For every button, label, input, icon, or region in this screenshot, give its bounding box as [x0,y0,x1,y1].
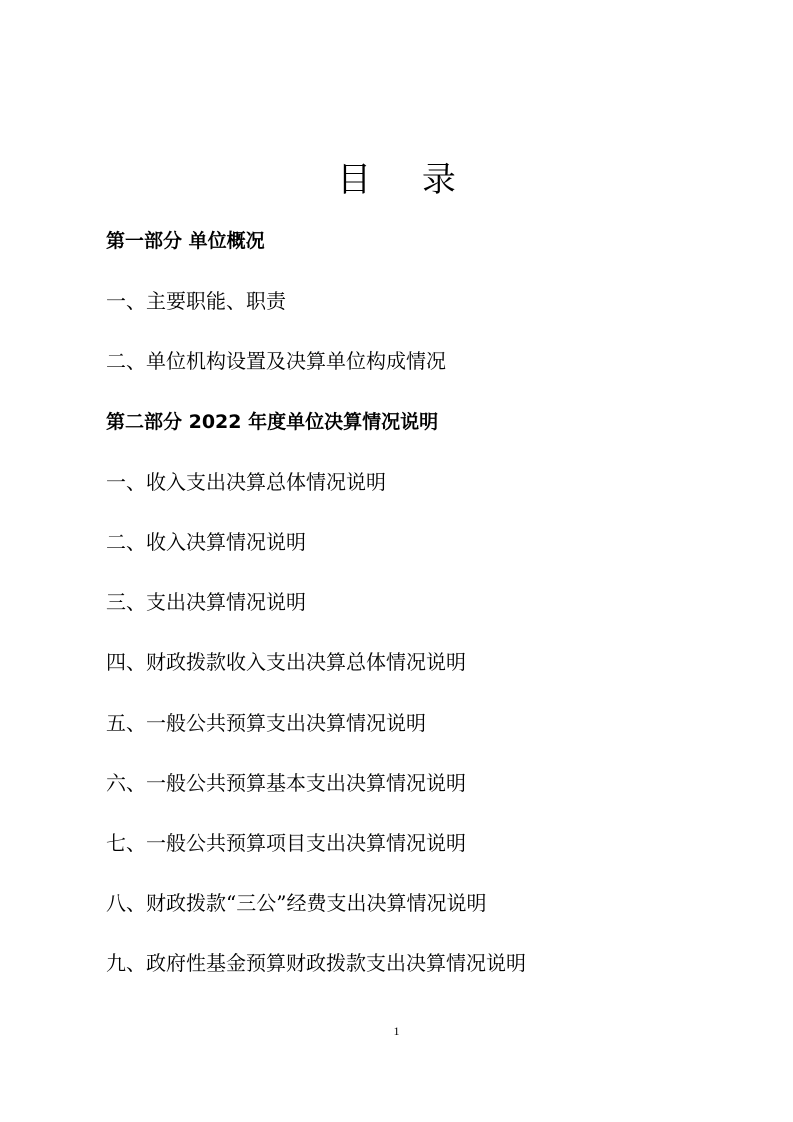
page-title: 目 录 [337,160,476,200]
toc-item: 二、单位机构设置及决算单位构成情况 [106,349,446,374]
toc-item: 四、财政拨款收入支出决算总体情况说明 [106,650,466,675]
toc-item: 一、收入支出决算总体情况说明 [106,469,386,494]
toc-item: 一、主要职能、职责 [106,289,286,314]
toc-item: 八、财政拨款“三公”经费支出决算情况说明 [106,891,487,916]
toc-item: 三、支出决算情况说明 [106,590,306,615]
toc-part-heading: 第二部分 2022 年度单位决算情况说明 [106,410,439,433]
table-of-contents [106,223,746,1005]
toc-item: 九、政府性基金预算财政拨款支出决算情况说明 [106,951,526,976]
toc-item: 六、一般公共预算基本支出决算情况说明 [106,770,466,795]
toc-item: 二、收入决算情况说明 [106,529,306,554]
toc-item: 七、一般公共预算项目支出决算情况说明 [106,830,466,855]
toc-item: 五、一般公共预算支出决算情况说明 [106,710,426,735]
toc-part-heading: 第一部分 单位概况 [106,230,265,252]
page-number: 1 [393,1024,400,1038]
